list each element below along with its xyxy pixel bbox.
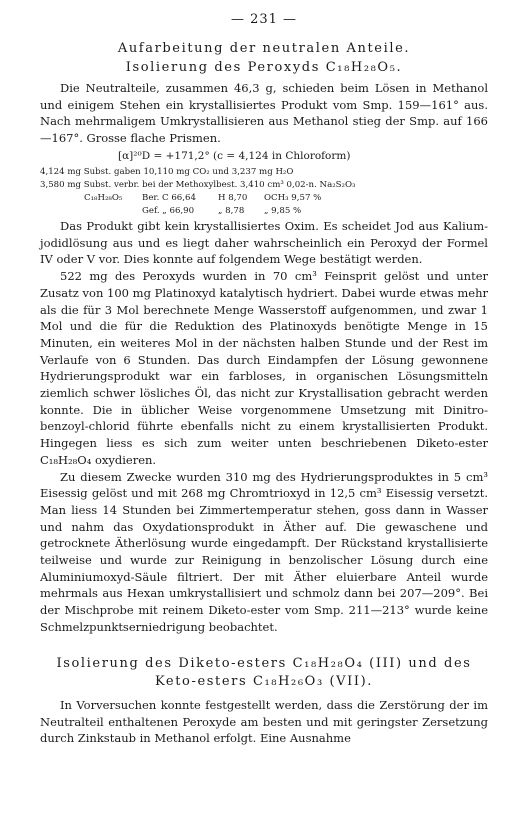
section-heading-2-line-2: Keto-esters C₁₈H₂₆O₃ (VII). — [154, 674, 374, 689]
paragraph-3: 522 mg des Peroxyds wurden in 70 cm³ Feinsprit gelöst und unter Zusatz von 100 mg Platinoxyd katalytisch hydriert. Dabei wurde etwas mehr als die für 3 Mol berechnete Menge Wasserstoff aufgenommen, und zwar 1 Mol und die für die Reduktion des Platinoxyds benötigte Menge in 15 Minuten, ein weiteres Mol in der nächsten halben Stunde und der Rest im Verlaufe von 6 Stunden. Das durch Eindampfen der Lösung gewonnene Hydrierungsprodukt war ein farbloses, in organischen Lösungsmitteln ziemlich schwer lösliches Öl, das nicht zur Krystallisation gebracht werden konnte. Die in üblicher Weise vorgenommene Umsetzung mit Dinitro-benzoyl-chlorid führte ebenfalls nicht zu einem krystallisierten Produkt. Hingegen liess es sich zum weiter unten beschriebenen Diketo-ester C₁₈H₂₈O₄ oxydieren. — [40, 269, 488, 467]
paragraph-4: Zu diesem Zwecke wurden 310 mg des Hydrierungsproduktes in 5 cm³ Eisessig gelöst und mit 268 mg Chromtrioxyd in 12,5 cm³ Eisessig versetzt. Man liess 14 Stunden bei Zimmertemperatur stehen, goss dann in Wasser und nahm das Oxydationsprodukt in Äther auf. Die gewaschene und getrocknete Ätherlösung wurde eingedampft. Der Rückstand krystallisierte teilweise und wurde zur Reinigung in benzolischer Lösung durch eine Aluminiumoxyd-Säule filtriert. Der mit Äther eluierbare Anteil wurde mehrmals aus Hexan umkrystallisiert und schmolz dann bei 207—209°. Bei der Mischprobe mit reinem Diketo-ester vom Smp. 211—213° wurde keine Schmelzpunktserniedrigung beobachtet. — [40, 469, 488, 634]
combustion-analysis: 4,124 mg Subst. gaben 10,110 mg CO₂ und 3,237 mg H₂O — [40, 167, 294, 177]
optical-rotation: [α]²⁰D = +171,2° (c = 4,124 in Chloroform) — [118, 150, 351, 162]
calculated-methoxyl: OCH₃ 9,57 % — [264, 193, 322, 203]
text-block-1 — [40, 80, 488, 147]
calculated-hydrogen: H 8,70 — [218, 193, 248, 203]
text-block-3 — [40, 697, 488, 747]
section-heading-2-line-1: Isolierung des Diketo-esters C₁₈H₂₈O₄ (III) und des — [56, 656, 472, 671]
section-heading-1-line-2: Isolierung des Peroxyds C₁₈H₂₈O₅. — [125, 60, 403, 75]
text-block-2 — [40, 218, 488, 636]
methoxyl-determination: 3,580 mg Subst. verbr. bei der Methoxylbest. 3,410 cm³ 0,02-n. Na₂S₂O₃ — [40, 180, 356, 190]
page-number: — 231 — — [230, 12, 298, 27]
section-heading-1-line-1: Aufarbeitung der neutralen Anteile. — [117, 41, 411, 56]
molecular-formula: C₁₈H₂₈O₅ — [84, 193, 123, 203]
found-methoxyl: „ 9,85 % — [264, 206, 302, 216]
found-hydrogen: „ 8,78 — [218, 206, 245, 216]
paragraph-2: Das Produkt gibt kein krystallisiertes Oxim. Es scheidet Jod aus Kalium-jodidlösung aus und es liegt daher wahrscheinlich ein Peroxyd der Formel IV oder V vor. Dies konnte auf folgendem Wege bestätigt werden. — [40, 219, 488, 267]
analysis-block — [40, 150, 488, 218]
found-carbon: Gef. „ 66,90 — [142, 206, 195, 216]
paragraph-1: Die Neutralteile, zusammen 46,3 g, schieden beim Lösen in Methanol und einigem Stehen ein krystallisiertes Produkt vom Smp. 159—161° aus. Nach mehrmaligem Umkrystallisieren aus Methanol stieg der Smp. auf 166—167°. Grosse flache Prismen. — [40, 81, 488, 146]
paragraph-5: In Vorversuchen konnte festgestellt werden, dass die Zerstörung der im Neutralteil enthaltenen Peroxyde am besten und mit geringster Zersetzung durch Zinkstaub in Methanol erfolgt. Eine Ausnahme — [40, 698, 488, 746]
calculated-carbon: Ber. C 66,64 — [142, 193, 196, 203]
